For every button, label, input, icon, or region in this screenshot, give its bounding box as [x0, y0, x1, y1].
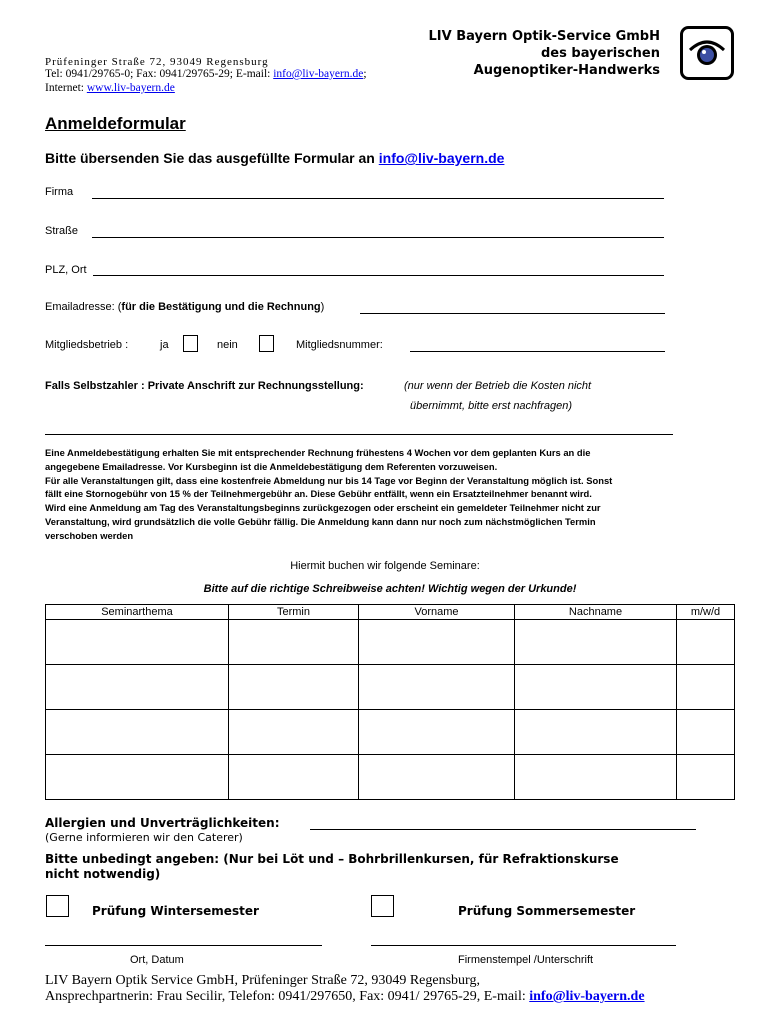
- internet-label: Internet:: [45, 82, 87, 94]
- header-contact: [45, 68, 367, 80]
- firma-field[interactable]: [92, 198, 664, 199]
- footer-line-2: [45, 989, 645, 1005]
- terms-line: Veranstaltung, wird grundsätzlich die volle Gebühr fällig. Die Anmeldung kann dann nur noch zum nächstmöglichen Termin: [45, 515, 596, 527]
- table-cell[interactable]: [515, 620, 677, 665]
- table-cell[interactable]: [677, 620, 735, 665]
- terms-line: Für alle Veranstaltungen gilt, dass eine kostenfreie Abmeldung nur bis 14 Tage vor Beginn der Veranstaltung möglich ist. Sonst: [45, 474, 613, 486]
- terms-line: Wird eine Anmeldung am Tag des Veranstaltungsbeginns zurückgezogen oder erscheint ein gemeldeter Teilnehmer nicht zur: [45, 502, 601, 514]
- seminare-hint: Bitte auf die richtige Schreibweise achten! Wichtig wegen der Urkunde!: [203, 583, 577, 595]
- contact-suffix: ;: [363, 68, 367, 80]
- org-line-1: LIV Bayern Optik-Service GmbH: [428, 29, 660, 44]
- footer-contact: Ansprechpartnerin: Frau Secilir, Telefon: 0941/297650, Fax: 0941/ 29765-29, E-mail:: [45, 989, 530, 1004]
- plz-ort-field[interactable]: [93, 275, 664, 276]
- nein-checkbox[interactable]: [259, 335, 274, 352]
- col-vorname: Vorname: [359, 605, 515, 620]
- selbstzahler-note-2: übernimmt, bitte erst nachfragen): [410, 400, 573, 412]
- allergien-label: Allergien und Unverträglichkeiten:: [45, 816, 280, 830]
- email-field[interactable]: [360, 313, 665, 314]
- table-cell[interactable]: [46, 620, 229, 665]
- col-mwd: m/w/d: [677, 605, 735, 620]
- ort-datum-field[interactable]: [45, 945, 322, 946]
- mitgliedsnummer-label: Mitgliedsnummer:: [296, 339, 383, 351]
- table-cell[interactable]: [359, 665, 515, 710]
- header-org: [428, 28, 660, 79]
- table-cell[interactable]: [677, 665, 735, 710]
- internet-link[interactable]: www.liv-bayern.de: [86, 82, 175, 94]
- table-header-row: [46, 605, 735, 620]
- sommer-label: Prüfung Sommersemester: [458, 904, 636, 918]
- seminare-table: [45, 604, 735, 800]
- table-row: [46, 710, 735, 755]
- table-cell[interactable]: [359, 710, 515, 755]
- strasse-field[interactable]: [92, 237, 664, 238]
- table-cell[interactable]: [677, 710, 735, 755]
- table-cell[interactable]: [229, 665, 359, 710]
- firma-label: Firma: [45, 186, 74, 198]
- contact-text: Tel: 0941/29765-0; Fax: 0941/29765-29; E-mail:: [45, 68, 274, 80]
- table-cell[interactable]: [515, 755, 677, 800]
- terms-text: [45, 446, 735, 543]
- header-address: Prüfeninger Straße 72, 93049 Regensburg: [45, 56, 269, 68]
- table-cell[interactable]: [229, 755, 359, 800]
- instruction-text: Bitte übersenden Sie das ausgefüllte Formular an: [45, 150, 379, 166]
- stempel-field[interactable]: [371, 945, 676, 946]
- col-nachname: Nachname: [515, 605, 677, 620]
- footer-line-1: LIV Bayern Optik Service GmbH, Prüfeninger Straße 72, 93049 Regensburg,: [45, 973, 480, 988]
- selbstzahler-field[interactable]: [45, 434, 673, 435]
- plz-ort-label: PLZ, Ort: [45, 264, 87, 276]
- eye-logo-icon: [680, 26, 734, 80]
- col-seminarthema: Seminarthema: [46, 605, 229, 620]
- mitgliedsnummer-field[interactable]: [410, 351, 665, 352]
- table-row: [46, 665, 735, 710]
- selbstzahler-note-1: (nur wenn der Betrieb die Kosten nicht: [404, 380, 592, 392]
- terms-line: verschoben werden: [45, 529, 134, 541]
- pruefung-note-line-1: Bitte unbedingt angeben: (Nur bei Löt und – Bohrbrillenkursen, für Refraktionskurse: [45, 852, 619, 866]
- org-line-3: Augenoptiker-Handwerks: [473, 63, 660, 78]
- mitglied-label: Mitgliedsbetrieb :: [45, 339, 129, 351]
- email-label-bold: für die Bestätigung und die Rechnung: [121, 301, 321, 313]
- stempel-label: Firmenstempel /Unterschrift: [458, 954, 594, 966]
- allergien-sub: (Gerne informieren wir den Caterer): [45, 831, 243, 844]
- table-cell[interactable]: [46, 665, 229, 710]
- email-label-suffix: ): [320, 301, 325, 313]
- table-cell[interactable]: [359, 755, 515, 800]
- sommer-checkbox[interactable]: [371, 895, 394, 917]
- table-row: [46, 755, 735, 800]
- ja-label: ja: [160, 339, 169, 351]
- pruefung-note-line-2: nicht notwendig): [45, 867, 161, 881]
- allergien-field[interactable]: [310, 829, 696, 830]
- table-cell[interactable]: [515, 665, 677, 710]
- email-label: [45, 301, 324, 313]
- email-label-prefix: Emailadresse: (: [45, 301, 122, 313]
- header-internet: [45, 82, 175, 94]
- table-row: [46, 620, 735, 665]
- form-title: Anmeldeformular: [45, 114, 186, 133]
- terms-line: fällt eine Stornogebühr von 15 % der Teilnehmergebühr an. Diese Gebühr entfällt, wenn ein Ersatzteilnehmer benannt wird.: [45, 488, 592, 500]
- col-termin: Termin: [229, 605, 359, 620]
- contact-email-link[interactable]: info@liv-bayern.de: [273, 68, 364, 80]
- footer: [45, 973, 645, 1005]
- footer-email-link[interactable]: info@liv-bayern.de: [529, 989, 645, 1004]
- strasse-label: Straße: [45, 225, 79, 237]
- table-cell[interactable]: [46, 710, 229, 755]
- terms-line: Eine Anmeldebestätigung erhalten Sie mit entsprechender Rechnung frühestens 4 Wochen vor dem geplanten Kurs an die: [45, 447, 591, 458]
- org-line-2: des bayerischen: [541, 46, 660, 61]
- winter-label: Prüfung Wintersemester: [92, 904, 259, 918]
- terms-line: angegebene Emailadresse. Vor Kursbeginn ist die Anmeldebestätigung dem Referenten vorzuweisen.: [45, 460, 498, 472]
- table-cell[interactable]: [229, 710, 359, 755]
- seminare-intro: Hiermit buchen wir folgende Seminare:: [290, 560, 480, 572]
- table-cell[interactable]: [46, 755, 229, 800]
- ort-datum-label: Ort, Datum: [130, 954, 184, 966]
- nein-label: nein: [217, 339, 238, 351]
- table-cell[interactable]: [677, 755, 735, 800]
- pruefung-note: [45, 852, 619, 882]
- form-instruction: [45, 150, 504, 166]
- instruction-email-link[interactable]: info@liv-bayern.de: [378, 150, 505, 166]
- table-cell[interactable]: [515, 710, 677, 755]
- table-cell[interactable]: [359, 620, 515, 665]
- winter-checkbox[interactable]: [46, 895, 69, 917]
- table-cell[interactable]: [229, 620, 359, 665]
- ja-checkbox[interactable]: [183, 335, 198, 352]
- selbstzahler-label: Falls Selbstzahler : Private Anschrift zur Rechnungsstellung:: [45, 380, 364, 392]
